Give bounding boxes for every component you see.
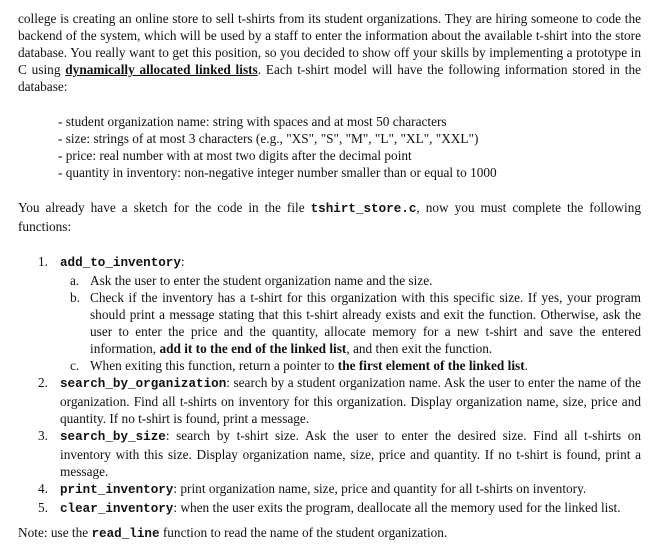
- function-name: print_inventory: [60, 483, 174, 497]
- intro-emphasis: dynamically allocated linked lists: [65, 62, 258, 77]
- requirement-item: - student organization name: string with spaces and at most 50 characters: [58, 114, 447, 129]
- sketch-paragraph: [18, 199, 641, 235]
- function-number: 2.: [38, 375, 48, 390]
- sub-step-letter: a.: [70, 273, 80, 288]
- sub-step-text: .: [524, 358, 528, 373]
- function-description: : search by a student organization name. Ask the user to enter the name of the organization. Find all t-shirts on inventory for this organization. Display organization name, size, price and quantity. If no t-shirt is found, print a message.: [60, 375, 641, 426]
- sub-step-text: Ask the user to enter the student organization name and the size.: [90, 273, 433, 288]
- function-name: add_to_inventory: [60, 256, 181, 270]
- function-name: search_by_organization: [60, 377, 227, 391]
- function-item: [18, 253, 641, 374]
- sub-step-text: Check if the inventory has a t-shirt for this organization with this specific size. If yes, your program should print a message stating that this t-shirt already exists and exit the function. Otherwise, ask the user to enter the price and the quantity, allocate memory for a new t-shirt and save the entered information,: [90, 290, 641, 356]
- sub-step-list: [60, 272, 641, 374]
- intro-text-end: . Each t-shirt model will have the following information stored in the database:: [18, 62, 641, 94]
- intro-text: college is creating an online store to sell t-shirts from its student organizations. They are hiring someone to code the backend of the system, which will be used by a staff to enter the information about the available t-shirt into the store database. You really want to get this position, so you decided to show off your skills by implementing a prototype in C using: [18, 11, 641, 77]
- function-item: [18, 499, 641, 518]
- function-name: search_by_size: [60, 430, 166, 444]
- sub-step-item: [60, 289, 641, 357]
- function-description: : print organization name, size, price and quantity for all t-shirts on inventory.: [173, 481, 587, 496]
- note-function-name: read_line: [91, 527, 160, 541]
- note-text-end: function to read the name of the student organization.: [159, 525, 448, 540]
- sub-step-text: , and then exit the function.: [346, 341, 493, 356]
- function-description: :: [180, 254, 185, 269]
- function-item: [18, 480, 641, 499]
- sub-step-item: [60, 272, 641, 289]
- sub-step-text: When exiting this function, return a pointer to: [90, 358, 338, 373]
- function-number: 4.: [38, 481, 48, 496]
- sub-step-item: [60, 357, 641, 374]
- sketch-file-name: tshirt_store.c: [310, 202, 417, 216]
- function-number: 3.: [38, 428, 48, 443]
- sketch-text: You already have a sketch for the code in the file: [18, 200, 311, 215]
- requirement-item: - size: strings of at most 3 characters (e.g., "XS", "S", "M", "L", "XL", "XXL"): [58, 131, 479, 146]
- function-item: [18, 427, 641, 480]
- requirements-list: [58, 113, 641, 181]
- requirement-item: - price: real number with at most two digits after the decimal point: [58, 148, 412, 163]
- sub-step-letter: c.: [70, 358, 80, 373]
- sub-step-bold-text: add it to the end of the linked list: [159, 341, 347, 356]
- note-paragraph: [18, 524, 641, 543]
- intro-paragraph: [18, 10, 641, 95]
- function-description: : search by t-shirt size. Ask the user to enter the desired size. Find all t-shirts on inventory with this size. Display organization name, size, price and quantity. If no t-shirt is found, print a message.: [60, 428, 641, 479]
- sub-step-letter: b.: [70, 290, 80, 305]
- function-description: : when the user exits the program, deallocate all the memory used for the linked list.: [173, 500, 621, 515]
- requirement-item: - quantity in inventory: non-negative integer number smaller than or equal to 1000: [58, 165, 497, 180]
- function-number: 1.: [38, 254, 48, 269]
- functions-list: [18, 253, 641, 518]
- sketch-text-end: , now you must complete the following functions:: [18, 200, 641, 234]
- sub-step-bold-text: the first element of the linked list: [337, 358, 525, 373]
- function-name: clear_inventory: [60, 502, 174, 516]
- function-item: [18, 374, 641, 427]
- note-text: Note: use the: [18, 525, 92, 540]
- function-number: 5.: [38, 500, 48, 515]
